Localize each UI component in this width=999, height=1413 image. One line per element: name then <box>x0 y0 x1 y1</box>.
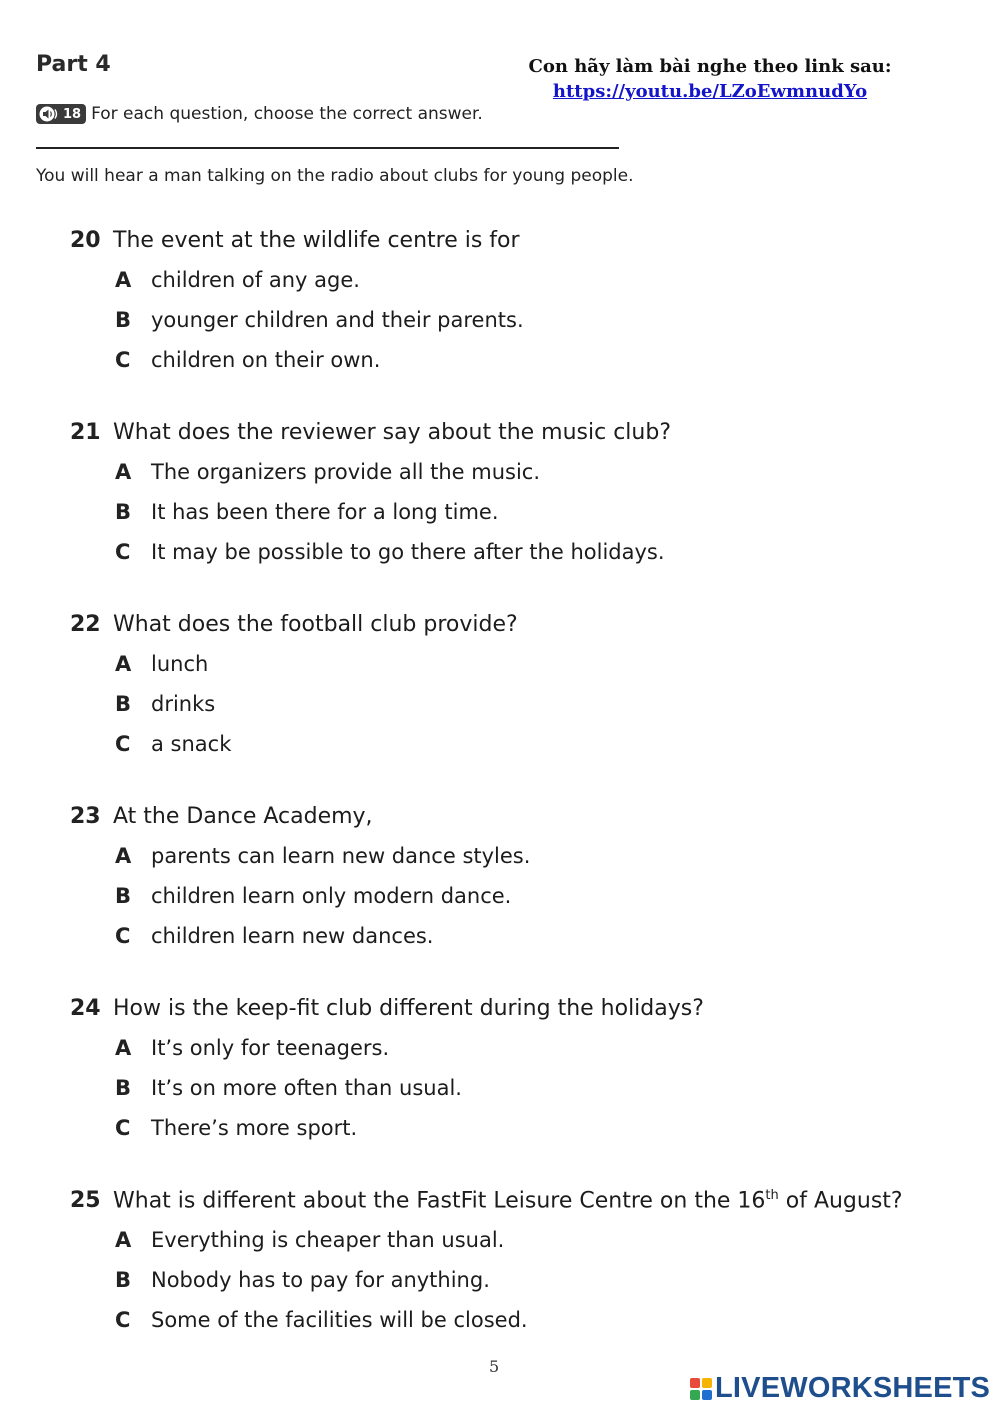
divider-line <box>36 147 619 149</box>
option-b[interactable] <box>70 1076 903 1116</box>
option-letter: A <box>115 460 132 484</box>
option-c[interactable] <box>70 1308 903 1348</box>
option-a[interactable] <box>70 652 903 692</box>
option-b[interactable] <box>70 500 903 540</box>
option-letter: C <box>115 1308 131 1332</box>
liveworksheets-brand[interactable] <box>690 1372 990 1405</box>
option-text: children of any age. <box>151 268 360 292</box>
ordinal-suffix: th <box>765 1188 779 1203</box>
option-a[interactable] <box>70 1036 903 1076</box>
option-c[interactable] <box>70 924 903 964</box>
question-number: 21 <box>70 420 101 445</box>
audio-track-badge[interactable] <box>36 104 86 124</box>
option-letter: C <box>115 348 131 372</box>
part-title: Part 4 <box>36 52 111 77</box>
option-text: a snack <box>151 732 232 756</box>
listening-note <box>520 54 900 104</box>
option-letter: A <box>115 1228 132 1252</box>
option-text: drinks <box>151 692 216 716</box>
question-text: What does the reviewer say about the music club? <box>113 420 671 445</box>
option-text: lunch <box>151 652 209 676</box>
question-text: The event at the wildlife centre is for <box>113 228 520 253</box>
youtube-link[interactable]: https://youtu.be/LZoEwmnudYo <box>552 81 868 102</box>
option-text: There’s more sport. <box>151 1116 358 1140</box>
question-23 <box>70 804 903 996</box>
question-number: 24 <box>70 996 101 1021</box>
option-letter: C <box>115 732 131 756</box>
question-text-start: What is different about the FastFit Leisure Centre on the 16 <box>113 1188 766 1214</box>
option-text: The organizers provide all the music. <box>151 460 541 484</box>
option-a[interactable] <box>70 844 903 884</box>
option-text: Nobody has to pay for anything. <box>151 1268 490 1292</box>
option-a[interactable] <box>70 1228 903 1268</box>
option-text: children learn only modern dance. <box>151 884 512 908</box>
option-a[interactable] <box>70 460 903 500</box>
option-text: children on their own. <box>151 348 381 372</box>
option-b[interactable] <box>70 1268 903 1308</box>
option-text: children learn new dances. <box>151 924 434 948</box>
question-number: 23 <box>70 804 101 829</box>
question-text-end: of August? <box>778 1188 903 1214</box>
page-number: 5 <box>489 1357 500 1376</box>
option-letter: A <box>115 268 132 292</box>
option-b[interactable] <box>70 884 903 924</box>
question-text: What does the football club provide? <box>113 612 518 637</box>
option-text: younger children and their parents. <box>151 308 524 332</box>
option-letter: B <box>115 884 132 908</box>
instruction-text: For each question, choose the correct answer. <box>91 104 483 124</box>
option-letter: B <box>115 500 132 524</box>
question-number: 22 <box>70 612 101 637</box>
option-letter: C <box>115 1116 131 1140</box>
question-text <box>113 1188 903 1213</box>
option-letter: B <box>115 308 132 332</box>
option-c[interactable] <box>70 1116 903 1156</box>
question-24 <box>70 996 903 1188</box>
brand-name: LIVEWORKSHEETS <box>715 1372 991 1404</box>
option-b[interactable] <box>70 692 903 732</box>
option-text: It has been there for a long time. <box>151 500 499 524</box>
track-number: 18 <box>63 106 82 122</box>
question-21 <box>70 420 903 612</box>
option-text: It may be possible to go there after the holidays. <box>151 540 665 564</box>
question-22 <box>70 612 903 804</box>
option-letter: A <box>115 1036 132 1060</box>
option-c[interactable] <box>70 732 903 772</box>
question-25 <box>70 1188 903 1380</box>
question-list <box>70 228 903 1380</box>
question-text: At the Dance Academy, <box>113 804 373 829</box>
option-c[interactable] <box>70 348 903 388</box>
option-letter: B <box>115 692 132 716</box>
option-b[interactable] <box>70 308 903 348</box>
question-number: 20 <box>70 228 101 253</box>
note-line: Con hãy làm bài nghe theo link sau: <box>528 56 892 77</box>
option-letter: A <box>115 652 132 676</box>
intro-text: You will hear a man talking on the radio about clubs for young people. <box>36 166 634 186</box>
option-text: Some of the facilities will be closed. <box>151 1308 528 1332</box>
question-number: 25 <box>70 1188 101 1214</box>
question-20 <box>70 228 903 420</box>
option-letter: B <box>115 1268 132 1292</box>
option-letter: B <box>115 1076 132 1100</box>
option-text: It’s on more often than usual. <box>151 1076 462 1100</box>
liveworksheets-logo-icon <box>690 1378 712 1400</box>
option-letter: C <box>115 540 131 564</box>
question-text: How is the keep-fit club different during the holidays? <box>113 996 704 1021</box>
speaker-icon <box>39 106 59 122</box>
option-text: parents can learn new dance styles. <box>151 844 531 868</box>
option-letter: C <box>115 924 131 948</box>
option-a[interactable] <box>70 268 903 308</box>
option-letter: A <box>115 844 132 868</box>
option-c[interactable] <box>70 540 903 580</box>
option-text: Everything is cheaper than usual. <box>151 1228 505 1252</box>
option-text: It’s only for teenagers. <box>151 1036 390 1060</box>
track-instruction-row <box>36 104 483 124</box>
